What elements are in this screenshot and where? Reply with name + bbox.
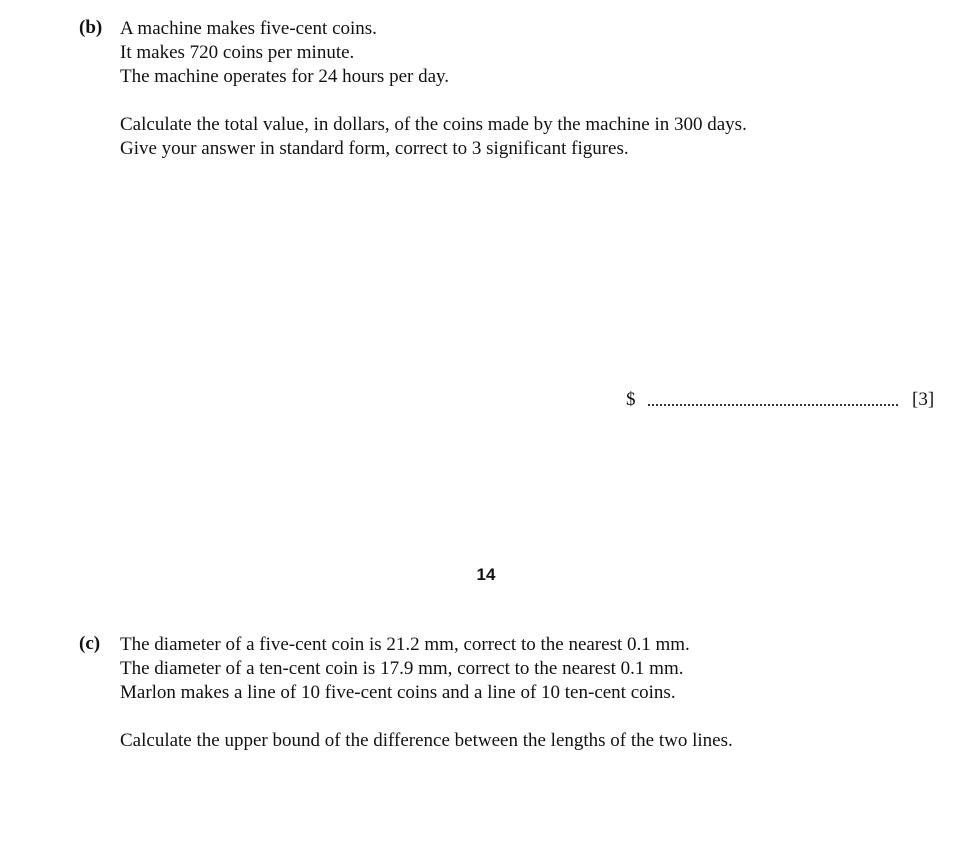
part-b-line: It makes 720 coins per minute. [120, 42, 355, 63]
answer-line[interactable] [648, 404, 898, 406]
part-b-answer-row [626, 389, 946, 415]
part-b-line: The machine operates for 24 hours per day. [120, 66, 450, 87]
part-c-line: Marlon makes a line of 10 five-cent coins and a line of 10 ten-cent coins. [120, 682, 676, 703]
part-c-line: The diameter of a ten-cent coin is 17.9 mm, correct to the nearest 0.1 mm. [120, 658, 684, 679]
part-b-label: (b) [79, 17, 103, 38]
part-b-instruction: Calculate the total value, in dollars, of the coins made by the machine in 300 days. [120, 114, 747, 135]
part-c-text [120, 633, 940, 753]
part-c-line: The diameter of a five-cent coin is 21.2 mm, correct to the nearest 0.1 mm. [120, 634, 690, 655]
part-b-text [120, 17, 940, 161]
part-b-line: A machine makes five-cent coins. [120, 18, 377, 39]
currency-symbol: $ [626, 389, 636, 410]
page-number: 14 [476, 565, 496, 584]
part-b-instruction: Give your answer in standard form, correct to 3 significant figures. [120, 138, 629, 159]
part-c-instruction: Calculate the upper bound of the difference between the lengths of the two lines. [120, 730, 733, 751]
marks-label: [3] [912, 389, 935, 410]
part-c-label: (c) [79, 633, 101, 654]
